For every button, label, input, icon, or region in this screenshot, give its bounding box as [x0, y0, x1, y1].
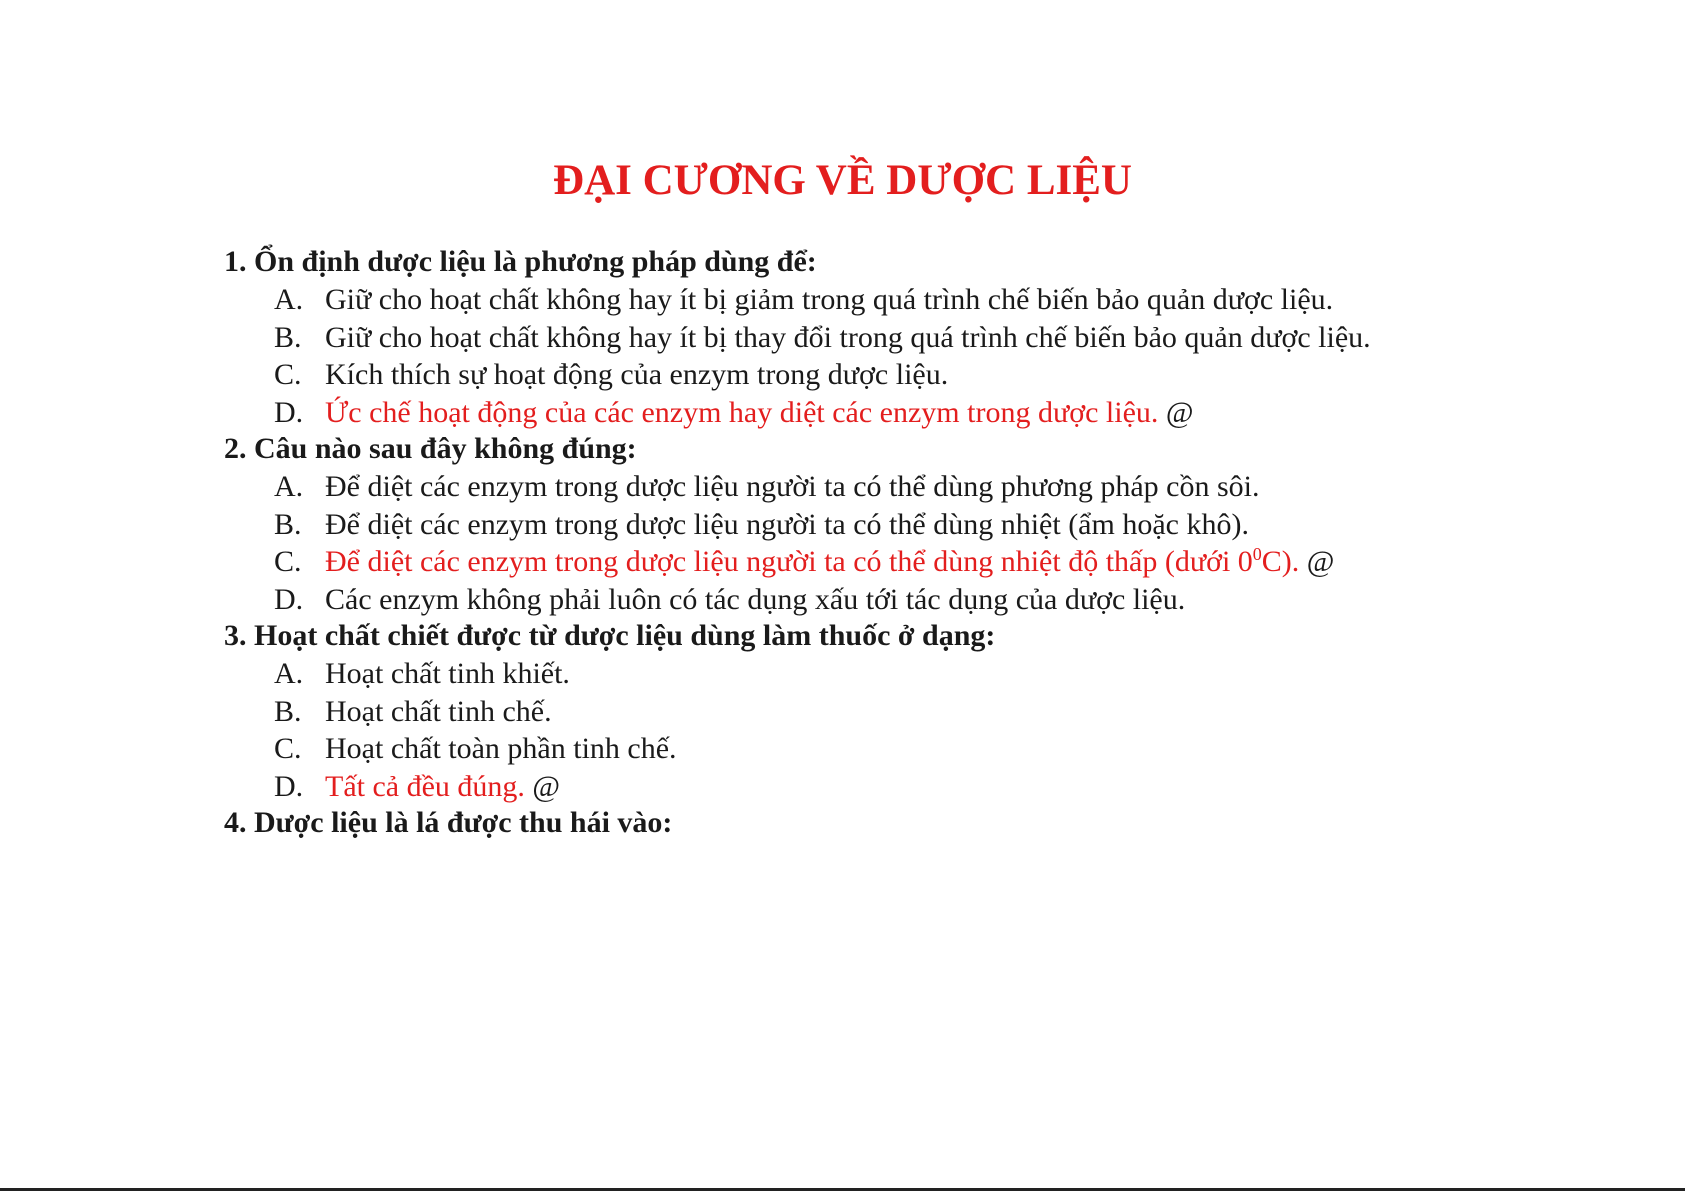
- question-text: 2. Câu nào sau đây không đúng:: [224, 432, 637, 465]
- answer-letter: A.: [274, 657, 304, 690]
- answer-text: [325, 543, 1450, 581]
- question-text: 1. Ổn định dược liệu là phương pháp dùng để:: [224, 245, 817, 278]
- question-text: 4. Dược liệu là lá được thu hái vào:: [224, 806, 673, 839]
- question-1: [224, 244, 1464, 431]
- answer-option: [224, 356, 1464, 394]
- answer-option: [224, 281, 1464, 319]
- answer-option-correct: [224, 394, 1464, 432]
- answer-text: Hoạt chất tinh chế.: [325, 694, 552, 728]
- question-3: [224, 618, 1464, 805]
- answer-option: [224, 581, 1464, 619]
- answer-text: Hoạt chất tinh khiết.: [325, 657, 570, 690]
- question-4: [224, 805, 1464, 842]
- correct-answer-text-after: C).: [1261, 545, 1300, 578]
- answer-option: [224, 655, 1464, 693]
- answer-text: [325, 768, 1450, 806]
- answer-letter: C.: [274, 545, 302, 578]
- answer-option: [224, 506, 1464, 544]
- answer-letter: D.: [274, 582, 304, 616]
- superscript-degree: 0: [1252, 544, 1262, 564]
- answer-text: Để diệt các enzym trong dược liệu người ta có thể dùng phương pháp cồn sôi.: [325, 470, 1260, 503]
- question-text: 3. Hoạt chất chiết được từ dược liệu dùng làm thuốc ở dạng:: [224, 619, 996, 652]
- answer-letter: D.: [274, 769, 304, 803]
- answer-option: [224, 693, 1464, 731]
- answer-text: [325, 394, 1450, 432]
- answer-letter: B.: [274, 320, 302, 354]
- document-title: ĐẠI CƯƠNG VỀ DƯỢC LIỆU: [553, 157, 1132, 204]
- correct-answer-mark: @: [524, 769, 561, 803]
- question-2: [224, 431, 1464, 618]
- correct-answer-text: Để diệt các enzym trong dược liệu người ta có thể dùng nhiệt độ thấp (dưới 0: [325, 545, 1253, 578]
- answer-letter: B.: [274, 507, 302, 541]
- answer-letter: B.: [274, 694, 302, 728]
- answer-letter: A.: [274, 470, 304, 503]
- answer-letter: A.: [274, 283, 304, 316]
- answer-text: Các enzym không phải luôn có tác dụng xấu tới tác dụng của dược liệu.: [325, 582, 1186, 616]
- answer-option-correct: [224, 543, 1464, 581]
- answer-option: [224, 319, 1464, 357]
- question-list: [224, 244, 1464, 842]
- correct-answer-text: Tất cả đều đúng.: [325, 769, 525, 803]
- answer-text: Để diệt các enzym trong dược liệu người ta có thể dùng nhiệt (ẩm hoặc khô).: [325, 507, 1249, 541]
- answer-text: Hoạt chất toàn phần tinh chế.: [325, 732, 677, 765]
- correct-answer-mark: @: [1158, 395, 1194, 429]
- answer-option-correct: [224, 768, 1464, 806]
- answer-letter: C.: [274, 732, 302, 765]
- answer-text: Giữ cho hoạt chất không hay ít bị giảm trong quá trình chế biến bảo quản dược liệu.: [325, 283, 1334, 316]
- answer-letter: D.: [274, 395, 304, 429]
- answer-text: Kích thích sự hoạt động của enzym trong dược liệu.: [325, 358, 949, 391]
- correct-answer-text: Ức chế hoạt động của các enzym hay diệt các enzym trong dược liệu.: [325, 395, 1159, 429]
- answer-option: [224, 730, 1464, 768]
- answer-option: [224, 468, 1464, 506]
- correct-answer-mark: @: [1299, 545, 1335, 578]
- answer-text: Giữ cho hoạt chất không hay ít bị thay đổi trong quá trình chế biến bảo quản dược liệu.: [325, 320, 1371, 354]
- answer-letter: C.: [274, 358, 302, 391]
